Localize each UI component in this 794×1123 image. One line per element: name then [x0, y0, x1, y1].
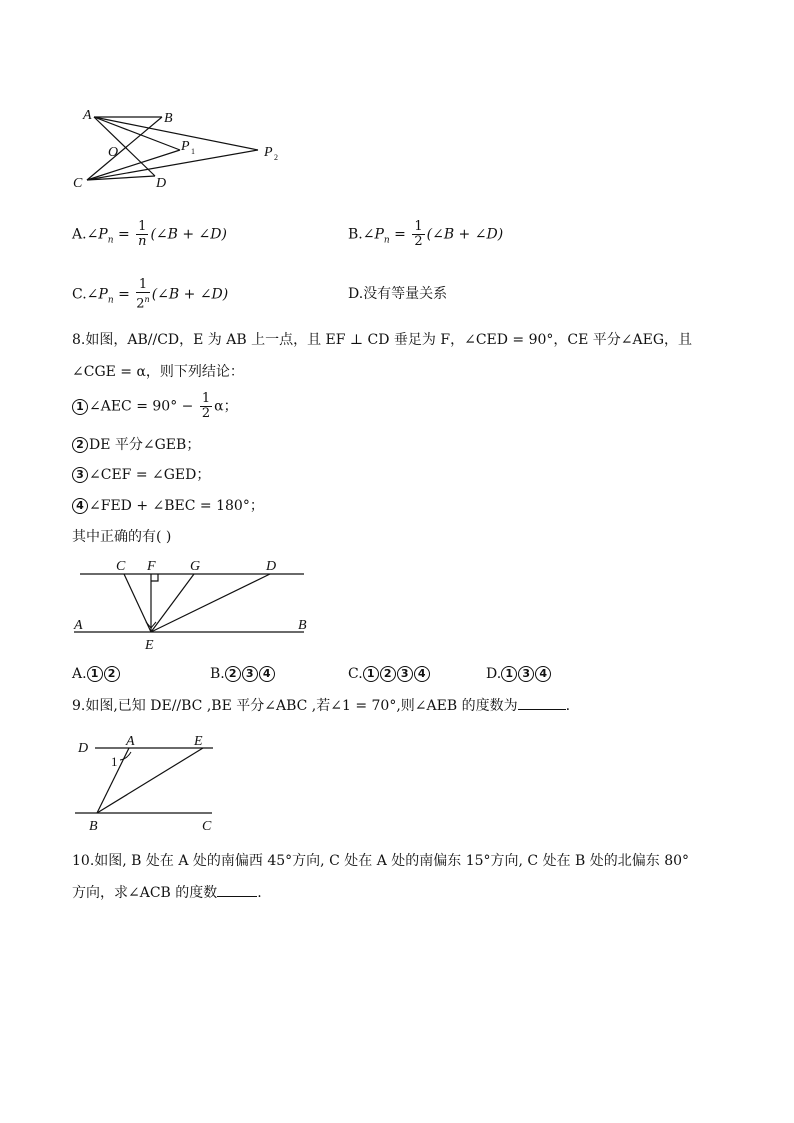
answer-blank[interactable]	[217, 884, 257, 897]
label-G: G	[190, 559, 201, 574]
label-C: C	[202, 819, 212, 834]
circle-number: 2	[72, 437, 88, 453]
label-D: D	[78, 741, 89, 756]
q8-statement-2: 2 DE 平分∠GEB；	[72, 436, 200, 454]
circle-number: 3	[397, 666, 413, 682]
q8-line1: 8.如图，AB//CD，E 为 AB 上一点，且 EF ⊥ CD 垂足为 F，∠CED = 90°，CE 平分∠AEG，且	[72, 332, 693, 348]
label-P2: P	[264, 145, 273, 160]
q10-line1: 10.如图, B 处在 A 处的南偏西 45°方向, C 处在 A 处的南偏东 15°方向, C 处在 B 处的北偏东 80°	[72, 853, 690, 869]
fraction: $\frac{1}{2}$	[414, 219, 423, 249]
label-D: D	[266, 559, 277, 574]
label-E: E	[194, 734, 203, 749]
q7-option-b[interactable]: $B.\angle P_n$ = $\frac{1}{2}$ (∠B + ∠D)	[348, 219, 504, 249]
figure-q7	[0, 0, 794, 200]
circle-number: 2	[380, 666, 396, 682]
label-B: B	[89, 819, 98, 834]
fraction: $\frac{1}{n}$	[138, 219, 147, 249]
label-P1-sub: 1	[191, 147, 195, 156]
circle-number: 1	[72, 399, 88, 415]
q8-option-c[interactable]: C. 1 2 3 4	[348, 665, 431, 683]
label-D: D	[156, 176, 167, 191]
label-P2-sub: 2	[274, 153, 278, 162]
fraction: $\frac{1}{2^n}$	[136, 277, 150, 312]
q9-text: 9.如图,已知 DE//BC ,BE 平分∠ABC ,若∠1 = 70°,则∠AEB 的度数为 .	[72, 698, 571, 714]
q8-statement-1: 1 ∠AEC = 90° − $\frac{1}{2}$ α；	[72, 392, 238, 421]
label-E: E	[145, 638, 154, 653]
circle-number: 1	[87, 666, 103, 682]
label-A: A	[126, 734, 135, 749]
q8-line2: ∠CGE = α，则下列结论：	[72, 364, 244, 380]
label-angle-1: 1	[111, 754, 118, 769]
circle-number: 4	[414, 666, 430, 682]
figure-q8	[0, 550, 794, 660]
q8-option-a[interactable]: A. 1 2	[72, 665, 121, 683]
figure-q9	[0, 725, 794, 840]
label-B: B	[298, 618, 307, 633]
q8-option-b[interactable]: B. 2 3 4	[210, 665, 276, 683]
q8-option-d[interactable]: D. 1 3 4	[486, 665, 552, 683]
q8-ask: 其中正确的有( )	[72, 529, 172, 545]
circle-number: 3	[518, 666, 534, 682]
label-C: C	[116, 559, 126, 574]
circle-number: 2	[225, 666, 241, 682]
q7-option-c[interactable]: $C.\angle P_n$ = $\frac{1}{2^n}$ (∠B + ∠D)	[72, 277, 229, 312]
answer-blank[interactable]	[518, 697, 566, 710]
circle-number: 3	[72, 467, 88, 483]
label-A: A	[83, 108, 92, 123]
circle-number: 1	[363, 666, 379, 682]
circle-number: 4	[259, 666, 275, 682]
fraction: $\frac{1}{2}$	[201, 391, 211, 421]
label-B: B	[164, 111, 173, 126]
q7-option-a[interactable]: $A.\angle P_n$ = $\frac{1}{n}$ (∠B + ∠D)	[72, 219, 227, 249]
q8-statement-4: 4 ∠FED + ∠BEC = 180°；	[72, 497, 264, 515]
label-C: C	[73, 176, 83, 191]
q10-line2: 方向，求∠ACB 的度数 .	[72, 885, 262, 901]
label-F: F	[147, 559, 156, 574]
circle-number: 4	[535, 666, 551, 682]
label-P1: P	[181, 139, 190, 154]
label-O: O	[108, 145, 119, 160]
label-A: A	[74, 618, 83, 633]
circle-number: 2	[104, 666, 120, 682]
circle-number: 4	[72, 498, 88, 514]
q7-option-d[interactable]: D.没有等量关系	[348, 286, 448, 302]
circle-number: 3	[242, 666, 258, 682]
q8-statement-3: 3 ∠CEF = ∠GED；	[72, 466, 210, 484]
circle-number: 1	[501, 666, 517, 682]
